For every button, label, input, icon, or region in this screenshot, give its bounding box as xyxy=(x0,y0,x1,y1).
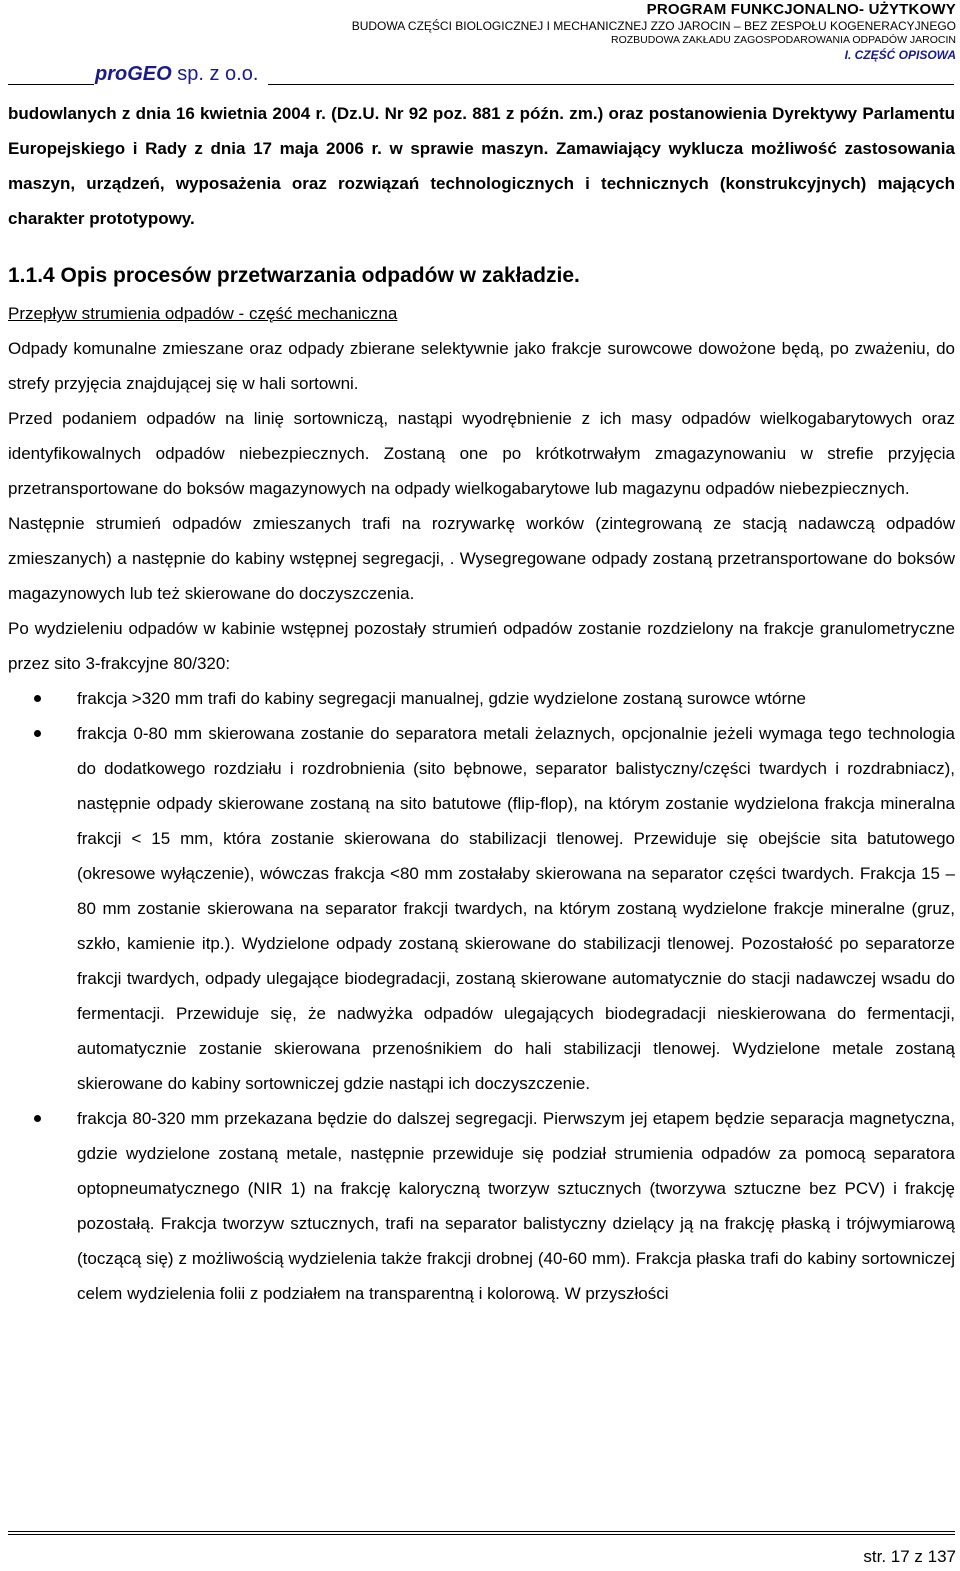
page-header xyxy=(352,2,956,61)
list-item-text: frakcja 0-80 mm skierowana zostanie do separatora metali żelaznych, opcjonalnie jeżeli wymaga tego technologia do dodatkowego rozdziału i rozdrobnienia (sito bębnowe, separator balistyczny/części twardych i rozdrabniacz), następnie odpady skierowane zostaną na sito batutowe (flip-flop), na którym zostanie wydzielona frakcja mineralna frakcji < 15 mm, która zostanie skierowana do stabilizacji tlenowej. Przewiduje się obejście sita batutowego (okresowe wyłączenie), wówczas frakcja <80 mm zostałaby skierowana na separator części twardych. Frakcja 15 – 80 mm zostanie skierowana na separator frakcji twardych, na którym zostaną wydzielone frakcje mineralne (gruz, szkło, kamienie itp.). Wydzielone odpady zostaną skierowane do stabilizacji tlenowej. Pozostałość po separatorze frakcji twardych, odpady ulegające biodegradacji, zostaną skierowane automatycznie do stacji nadawczej wsadu do fermentacji. Przewiduje się, że nadwyżka odpadów ulegających biodegradacji nieskierowana do fermentacji, automatycznie zostanie skierowana przenośnikiem do hali stabilizacji tlenowej. Wydzielone metale zostaną skierowane do kabiny sortowniczej gdzie nastąpi ich doczyszczenie. xyxy=(77,724,955,1093)
paragraph-1: Odpady komunalne zmieszane oraz odpady zbierane selektywnie jako frakcje surowcowe dowożone będą, po zważeniu, do strefy przyjęcia znajdującej się w hali sortowni. xyxy=(8,339,955,393)
paragraph-2: Przed podaniem odpadów na linię sortowniczą, nastąpi wyodrębnienie z ich masy odpadów wielkogabarytowych oraz identyfikowalnych odpadów niebezpiecznych. Zostaną one po krótkotrwałym zmagazynowaniu w strefie przyjęcia przetransportowane do boksów magazynowych na odpady wielkogabarytowe lub magazynu odpadów niebezpiecznych. xyxy=(8,409,955,498)
bullet-icon xyxy=(34,695,41,702)
subheading: Przepływ strumienia odpadów - część mechaniczna xyxy=(8,304,398,323)
list-item-text: frakcja >320 mm trafi do kabiny segregacji manualnej, gdzie wydzielone zostaną surowce wtórne xyxy=(77,689,807,708)
company-logo xyxy=(95,63,258,86)
logo-suffix: sp. z o.o. xyxy=(171,63,259,85)
document-body xyxy=(8,96,955,1311)
page-number: str. 17 z 137 xyxy=(863,1547,956,1566)
paragraph-3: Następnie strumień odpadów zmieszanych trafi na rozrywarkę worków (zintegrowaną ze stacją nadawczą odpadów zmieszanych) a następnie do kabiny wstępnej segregacji, . Wysegregowane odpady zostaną przetransportowane do boksów magazynowych lub też skierowane do doczyszczenia. xyxy=(8,514,955,603)
header-rule-right xyxy=(268,84,954,85)
bullet-icon xyxy=(34,1115,41,1122)
section-heading: 1.1.4 Opis procesów przetwarzania odpadów w zakładzie. xyxy=(8,264,580,287)
header-part-label: I. CZĘŚĆ OPISOWA xyxy=(844,47,956,62)
paragraph-4: Po wydzieleniu odpadów w kabinie wstępnej pozostały strumień odpadów zostanie rozdzielony na frakcje granulometryczne przez sito 3-frakcyjne 80/320: xyxy=(8,619,955,673)
fraction-list xyxy=(8,681,955,1311)
footer-rule-bottom xyxy=(8,1534,955,1535)
list-item xyxy=(8,1101,955,1311)
bullet-icon xyxy=(34,730,41,737)
logo-brand: proGEO xyxy=(95,63,172,85)
program-title: PROGRAM FUNKCJONALNO- UŻYTKOWY xyxy=(646,1,956,18)
intro-paragraph: budowlanych z dnia 16 kwietnia 2004 r. (Dz.U. Nr 92 poz. 881 z późn. zm.) oraz postanowienia Dyrektywy Parlamentu Europejskiego i Rady z dnia 17 maja 2006 r. w sprawie maszyn. Zamawiający wyklucza możliwość zastosowania maszyn, urządzeń, wyposażenia oraz rozwiązań technologicznych i technicznych (konstrukcyjnych) mających charakter prototypowy. xyxy=(8,104,955,228)
footer-rule-top xyxy=(8,1531,955,1532)
header-subtitle-1: BUDOWA CZĘŚCI BIOLOGICZNEJ I MECHANICZNEJ ZZO JAROCIN – BEZ ZESPOŁU KOGENERACYJNEGO xyxy=(351,19,956,33)
header-subtitle-2: ROZBUDOWA ZAKŁADU ZAGOSPODAROWANIA ODPADÓW JAROCIN xyxy=(611,34,956,46)
list-item-text: frakcja 80-320 mm przekazana będzie do dalszej segregacji. Pierwszym jej etapem będzie separacja magnetyczna, gdzie wydzielone zostaną metale, następnie przewiduje się podział strumienia odpadów za pomocą separatora optopneumatycznego (NIR 1) na frakcję kaloryczną tworzyw sztucznych (tworzywa sztuczne bez PCV) i frakcję pozostałą. Frakcja tworzyw sztucznych, trafi na separator balistyczny dzielący ją na frakcję płaską i trójwymiarową (toczącą się) z możliwością wydzielenia także frakcji drobnej (40-60 mm). Frakcja płaska trafi do kabiny sortowniczej celem wydzielenia folii z podziałem na transparentną i kolorową. W przyszłości xyxy=(77,1109,955,1303)
list-item xyxy=(8,681,955,716)
list-item xyxy=(8,716,955,1101)
header-rule-left xyxy=(8,84,94,85)
